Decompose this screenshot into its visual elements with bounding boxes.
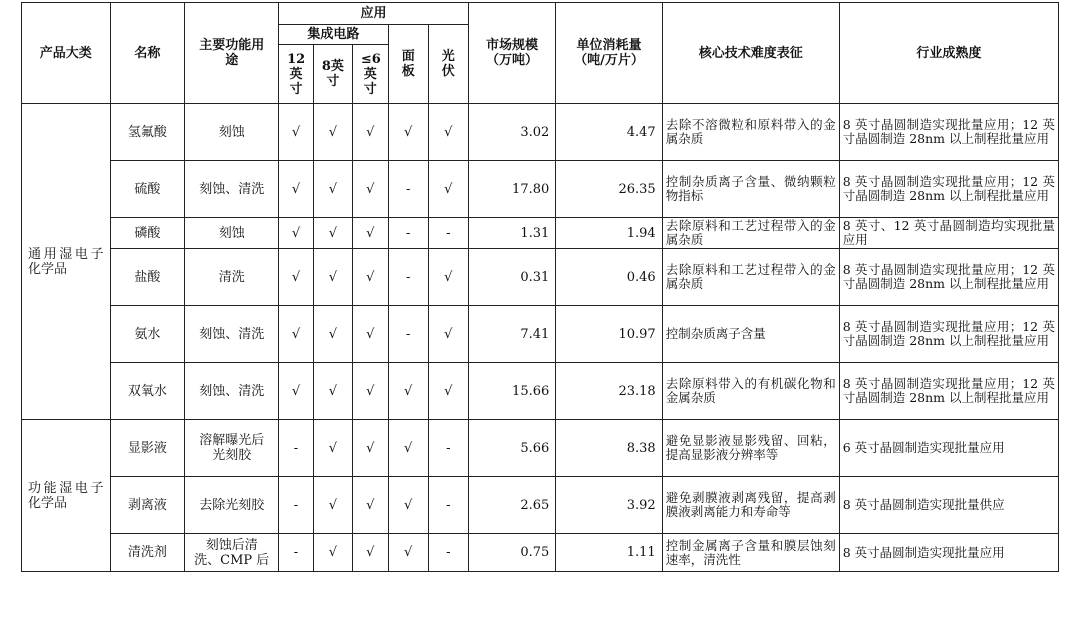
pv-cell: - <box>428 534 468 572</box>
table-row <box>22 249 1059 306</box>
ic6-cell: √ <box>352 218 388 249</box>
pv-cell: √ <box>428 161 468 218</box>
panel-cell: √ <box>388 534 428 572</box>
panel-cell: √ <box>388 104 428 161</box>
maturity-cell: 8 英寸晶圆制造实现批量应用；12 英寸晶圆制造 28nm 以上制程批量应用 <box>839 363 1058 420</box>
unit-cell: 1.11 <box>556 534 662 572</box>
name-cell: 剥离液 <box>110 477 185 534</box>
ic8-cell: √ <box>313 161 352 218</box>
usage-cell: 刻蚀、清洗 <box>185 306 279 363</box>
ic6-cell: √ <box>352 363 388 420</box>
ic12-cell: √ <box>279 161 314 218</box>
table-row <box>22 420 1059 477</box>
header-unit: 单位消耗量（吨/万片） <box>556 3 662 104</box>
name-cell: 硫酸 <box>110 161 185 218</box>
maturity-cell: 8 英寸、12 英寸晶圆制造均实现批量应用 <box>839 218 1058 249</box>
pv-cell: √ <box>428 104 468 161</box>
table-row <box>22 161 1059 218</box>
ic12-cell: - <box>279 420 314 477</box>
ic8-cell: √ <box>313 306 352 363</box>
panel-cell: - <box>388 306 428 363</box>
difficulty-cell: 控制杂质离子含量、微纳颗粒物指标 <box>662 161 839 218</box>
pv-cell: √ <box>428 249 468 306</box>
category-cell: 通用湿电子化学品 <box>22 104 111 420</box>
usage-cell: 刻蚀后清洗、CMP 后 <box>185 534 279 572</box>
table-row <box>22 363 1059 420</box>
difficulty-cell: 去除不溶微粒和原料带入的金属杂质 <box>662 104 839 161</box>
ic6-cell: √ <box>352 249 388 306</box>
maturity-cell: 8 英寸晶圆制造实现批量供应 <box>839 477 1058 534</box>
market-cell: 0.75 <box>468 534 555 572</box>
table-row <box>22 104 1059 161</box>
usage-cell: 刻蚀、清洗 <box>185 363 279 420</box>
ic6-cell: √ <box>352 534 388 572</box>
difficulty-cell: 控制金属离子含量和膜层蚀刻速率，清洗性 <box>662 534 839 572</box>
unit-cell: 23.18 <box>556 363 662 420</box>
ic12-cell: √ <box>279 249 314 306</box>
market-cell: 17.80 <box>468 161 555 218</box>
ic8-cell: √ <box>313 534 352 572</box>
ic6-cell: √ <box>352 161 388 218</box>
name-cell: 显影液 <box>110 420 185 477</box>
pv-cell: √ <box>428 306 468 363</box>
unit-cell: 3.92 <box>556 477 662 534</box>
market-cell: 0.31 <box>468 249 555 306</box>
ic12-cell: - <box>279 477 314 534</box>
name-cell: 磷酸 <box>110 218 185 249</box>
table-row <box>22 477 1059 534</box>
panel-cell: √ <box>388 420 428 477</box>
maturity-cell: 8 英寸晶圆制造实现批量应用；12 英寸晶圆制造 28nm 以上制程批量应用 <box>839 249 1058 306</box>
unit-cell: 26.35 <box>556 161 662 218</box>
difficulty-cell: 去除原料和工艺过程带入的金属杂质 <box>662 218 839 249</box>
ic8-cell: √ <box>313 363 352 420</box>
unit-cell: 1.94 <box>556 218 662 249</box>
maturity-cell: 8 英寸晶圆制造实现批量应用 <box>839 534 1058 572</box>
header-size-8: 8英寸 <box>313 45 352 104</box>
name-cell: 双氧水 <box>110 363 185 420</box>
ic8-cell: √ <box>313 249 352 306</box>
table-row <box>22 306 1059 363</box>
maturity-cell: 8 英寸晶圆制造实现批量应用；12 英寸晶圆制造 28nm 以上制程批量应用 <box>839 306 1058 363</box>
ic6-cell: √ <box>352 104 388 161</box>
pv-cell: - <box>428 218 468 249</box>
ic6-cell: √ <box>352 306 388 363</box>
usage-cell: 清洗 <box>185 249 279 306</box>
ic12-cell: √ <box>279 104 314 161</box>
maturity-cell: 6 英寸晶圆制造实现批量应用 <box>839 420 1058 477</box>
market-cell: 5.66 <box>468 420 555 477</box>
usage-cell: 去除光刻胶 <box>185 477 279 534</box>
difficulty-cell: 去除原料带入的有机碳化物和金属杂质 <box>662 363 839 420</box>
difficulty-cell: 避免显影液显影残留、回粘，提高显影液分辨率等 <box>662 420 839 477</box>
ic6-cell: √ <box>352 420 388 477</box>
maturity-cell: 8 英寸晶圆制造实现批量应用；12 英寸晶圆制造 28nm 以上制程批量应用 <box>839 161 1058 218</box>
header-category: 产品大类 <box>22 3 111 104</box>
name-cell: 盐酸 <box>110 249 185 306</box>
header-application: 应用 <box>279 3 469 25</box>
difficulty-cell: 控制杂质离子含量 <box>662 306 839 363</box>
difficulty-cell: 避免剥膜液剥离残留，提高剥膜液剥离能力和寿命等 <box>662 477 839 534</box>
ic12-cell: √ <box>279 306 314 363</box>
category-cell: 功能湿电子化学品 <box>22 420 111 572</box>
unit-cell: 10.97 <box>556 306 662 363</box>
unit-cell: 0.46 <box>556 249 662 306</box>
header-usage: 主要功能用途 <box>185 3 279 104</box>
market-cell: 1.31 <box>468 218 555 249</box>
header-panel: 面板 <box>388 25 428 104</box>
usage-cell: 溶解曝光后光刻胶 <box>185 420 279 477</box>
market-cell: 2.65 <box>468 477 555 534</box>
name-cell: 氨水 <box>110 306 185 363</box>
header-difficulty: 核心技术难度表征 <box>662 3 839 104</box>
ic8-cell: √ <box>313 477 352 534</box>
difficulty-cell: 去除原料和工艺过程带入的金属杂质 <box>662 249 839 306</box>
usage-cell: 刻蚀 <box>185 104 279 161</box>
ic12-cell: √ <box>279 363 314 420</box>
ic12-cell: √ <box>279 218 314 249</box>
table-row <box>22 218 1059 249</box>
market-cell: 3.02 <box>468 104 555 161</box>
panel-cell: √ <box>388 477 428 534</box>
header-size-12: 12英寸 <box>279 45 314 104</box>
header-pv: 光伏 <box>428 25 468 104</box>
product-table <box>21 2 1059 572</box>
header-size-6: ≤6英寸 <box>352 45 388 104</box>
panel-cell: - <box>388 218 428 249</box>
ic8-cell: √ <box>313 420 352 477</box>
table-row <box>22 534 1059 572</box>
ic6-cell: √ <box>352 477 388 534</box>
panel-cell: √ <box>388 363 428 420</box>
unit-cell: 4.47 <box>556 104 662 161</box>
header-ic: 集成电路 <box>279 25 389 45</box>
ic12-cell: - <box>279 534 314 572</box>
ic8-cell: √ <box>313 218 352 249</box>
usage-cell: 刻蚀、清洗 <box>185 161 279 218</box>
header-maturity: 行业成熟度 <box>839 3 1058 104</box>
pv-cell: √ <box>428 363 468 420</box>
pv-cell: - <box>428 477 468 534</box>
market-cell: 15.66 <box>468 363 555 420</box>
market-cell: 7.41 <box>468 306 555 363</box>
name-cell: 氢氟酸 <box>110 104 185 161</box>
ic8-cell: √ <box>313 104 352 161</box>
usage-cell: 刻蚀 <box>185 218 279 249</box>
panel-cell: - <box>388 249 428 306</box>
unit-cell: 8.38 <box>556 420 662 477</box>
pv-cell: - <box>428 420 468 477</box>
name-cell: 清洗剂 <box>110 534 185 572</box>
header-market: 市场规模（万吨） <box>468 3 555 104</box>
maturity-cell: 8 英寸晶圆制造实现批量应用；12 英寸晶圆制造 28nm 以上制程批量应用 <box>839 104 1058 161</box>
panel-cell: - <box>388 161 428 218</box>
header-name: 名称 <box>110 3 185 104</box>
